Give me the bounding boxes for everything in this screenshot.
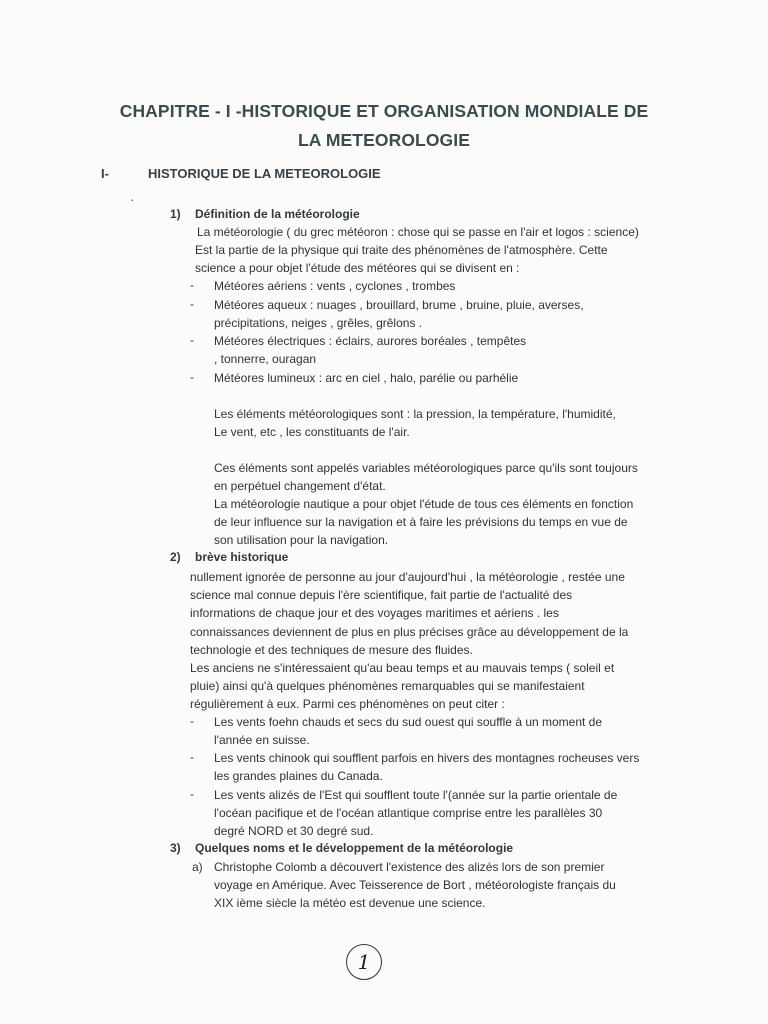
list-item: Météores électriques : éclairs, aurores boréales , tempêtes [214,334,527,348]
text-line: pluie) ainsi qu'à quelques phénomènes remarquables qui se manifestaient [190,679,585,693]
text-line: connaissances deviennent de plus en plus précises grâce au développement de la [190,625,629,639]
chapter-title-line-2: LA METEOROLOGIE [298,130,470,150]
text-line: Ces éléments sont appelés variables météorologiques parce qu'ils sont toujours [214,461,638,475]
text-line: Est la partie de la physique qui traite des phénomènes de l'atmosphère. Cette [195,243,608,257]
list-bullet: - [190,278,194,292]
text-line: Le vent, etc , les constituants de l'air. [214,425,410,439]
list-item: Christophe Colomb a découvert l'existence des alizés lors de son premier [214,860,605,874]
list-item-continuation: les grandes plaines du Canada. [214,769,383,783]
list-item-label: a) [192,860,203,874]
text-line: Les éléments météorologiques sont : la pression, la température, l'humidité, [214,407,616,421]
list-item: Météores aqueux : nuages , brouillard, brume , bruine, pluie, averses, [214,298,584,312]
list-bullet: - [190,333,194,347]
list-item-continuation: l'océan pacifique et de l'océan atlantique comprise entre les parallèles 30 [214,806,603,820]
text-line: Les anciens ne s'intéressaient qu'au beau temps et au mauvais temps ( soleil et [190,661,615,675]
list-item-continuation: précipitations, neiges , grêles, grêlons . [214,316,423,330]
text-line: en perpétuel changement d'état. [214,479,386,493]
subsection-1-title: Définition de la météorologie [195,207,360,221]
text-line: technologie et des techniques de mesure des fluides. [190,643,473,657]
subsection-3-title: Quelques noms et le développement de la météorologie [195,841,514,855]
section-number: I- [101,166,109,181]
list-bullet: - [190,297,194,311]
section-title: HISTORIQUE DE LA METEOROLOGIE [148,166,381,181]
text-line: La météorologie ( du grec météoron : chose qui se passe en l'air et logos : science) [197,225,639,239]
list-item-continuation: voyage en Amérique. Avec Teisserence de Bort , météorologiste français du [214,878,616,892]
list-bullet: - [190,714,194,728]
list-item: Les vents alizés de l'Est qui soufflent toute l'(année sur la partie orientale de [214,788,618,802]
text-line: nullement ignorée de personne au jour d'aujourd'hui , la météorologie , restée une [190,570,625,584]
list-item-continuation: , tonnerre, ouragan [214,352,317,366]
text-line: informations de chaque jour et des voyages maritimes et aériens . les [190,606,559,620]
list-item: Les vents foehn chauds et secs du sud ouest qui souffle à un moment de [214,715,603,729]
chapter-title-line-1: CHAPITRE - I -HISTORIQUE ET ORGANISATION MONDIALE DE [119,101,649,121]
subsection-3-number: 3) [170,841,181,855]
list-item-continuation: degré NORD et 30 degré sud. [214,824,374,838]
list-item-continuation: l'année en suisse. [214,733,310,747]
list-item: Météores aériens : vents , cyclones , trombes [214,279,456,293]
subsection-2-title: brève historique [195,550,289,564]
text-line: de leur influence sur la navigation et à faire les prévisions du temps en vue de [214,515,628,529]
list-bullet: - [190,370,194,384]
list-bullet: - [190,750,194,764]
list-item-continuation: XIX ième siècle la météo est devenue une science. [214,896,486,910]
stray-mark: · [130,191,135,207]
text-line: science a pour objet l'étude des météores qui se divisent en : [195,261,520,275]
text-line: régulièrement à eux. Parmi ces phénomènes on peut citer : [190,697,505,711]
subsection-1-number: 1) [170,207,181,221]
list-item: Météores lumineux : arc en ciel , halo, parélie ou parhélie [214,371,519,385]
text-line: La météorologie nautique a pour objet l'étude de tous ces éléments en fonction [214,497,634,511]
text-line: science mal connue depuis l'ère scientifique, fait partie de l'actualité des [190,588,573,602]
subsection-2-number: 2) [170,550,181,564]
list-bullet: - [190,787,194,801]
text-line: son utilisation pour la navigation. [214,533,389,547]
page-number: 1 [346,944,382,980]
list-item: Les vents chinook qui soufflent parfois en hivers des montagnes rocheuses vers [214,751,640,765]
